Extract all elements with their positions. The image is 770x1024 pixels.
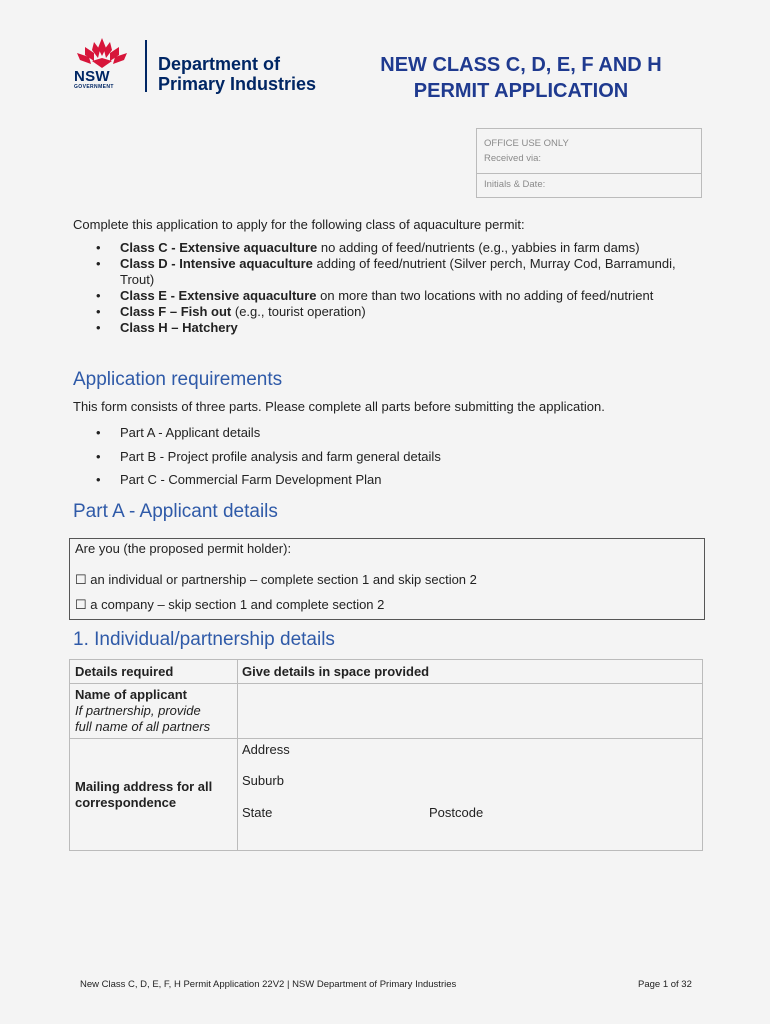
class-desc: (e.g., tourist operation) bbox=[231, 304, 366, 319]
list-item bbox=[73, 320, 713, 336]
class-desc: no adding of feed/nutrients (e.g., yabbies in farm dams) bbox=[317, 240, 640, 255]
part-a-heading: Part A - Applicant details bbox=[73, 501, 278, 522]
class-desc: on more than two locations with no adding of feed/nutrient bbox=[316, 288, 654, 303]
holder-question-text: Are you (the proposed permit holder): bbox=[75, 541, 292, 556]
col-header-give-details: Give details in space provided bbox=[242, 664, 430, 679]
permit-class-list bbox=[73, 240, 713, 336]
mailing-address-input[interactable] bbox=[238, 739, 701, 849]
list-item: • Part C - Commercial Farm Development Plan bbox=[73, 468, 441, 492]
office-use-row bbox=[477, 129, 701, 174]
list-item: • Part B - Project profile analysis and farm general details bbox=[73, 445, 441, 469]
department-line-2: Primary Industries bbox=[158, 74, 317, 94]
individual-details-table bbox=[69, 659, 703, 851]
class-label: Class E - Extensive aquaculture bbox=[120, 288, 317, 303]
department-name bbox=[158, 54, 316, 94]
office-use-box bbox=[476, 128, 702, 198]
page-title bbox=[350, 52, 692, 104]
intro-text: Complete this application to apply for the following class of aquaculture permit: bbox=[73, 217, 525, 232]
nsw-logo bbox=[72, 36, 342, 96]
logo-nsw-text: NSW bbox=[74, 68, 110, 85]
mailing-address-label-line-1: Mailing address for all bbox=[75, 779, 213, 794]
requirements-heading: Application requirements bbox=[73, 369, 283, 390]
col-header-details: Details required bbox=[75, 664, 174, 679]
class-label: Class C - Extensive aquaculture bbox=[120, 240, 318, 255]
initials-date-label: Initials & Date: bbox=[484, 179, 546, 190]
class-desc: adding of feed/nutrient (Silver perch, Murray Cod, Barramundi, Trout) bbox=[120, 256, 676, 287]
title-line-1: NEW CLASS C, D, E, F AND H bbox=[380, 54, 662, 76]
list-item bbox=[73, 240, 713, 256]
section-1-heading: 1. Individual/partnership details bbox=[73, 629, 335, 650]
mailing-address-label-line-2: correspondence bbox=[75, 795, 177, 810]
list-item bbox=[73, 256, 713, 288]
title-line-2: PERMIT APPLICATION bbox=[413, 80, 629, 102]
footer-page-number: Page 1 of 32 bbox=[638, 979, 692, 990]
suburb-label: Suburb bbox=[242, 773, 284, 788]
logo-divider bbox=[145, 40, 147, 92]
waratah-icon bbox=[72, 36, 132, 70]
postcode-label: Postcode bbox=[429, 805, 484, 820]
received-via-label: Received via: bbox=[484, 153, 542, 164]
name-hint-line-2: full name of all partners bbox=[75, 719, 211, 734]
footer-document-info: New Class C, D, E, F, H Permit Application 22V2 | NSW Department of Primary Industries bbox=[80, 979, 457, 990]
class-label: Class D - Intensive aquaculture bbox=[120, 256, 313, 271]
holder-type-question bbox=[69, 538, 705, 620]
name-of-applicant-label: Name of applicant bbox=[75, 687, 187, 702]
logo-government-text: GOVERNMENT bbox=[74, 84, 114, 90]
list-item bbox=[73, 304, 713, 320]
company-checkbox-option[interactable]: ☐ a company – skip section 1 and complete section 2 bbox=[75, 597, 385, 612]
office-use-label: OFFICE USE ONLY bbox=[484, 138, 569, 149]
name-of-applicant-input[interactable] bbox=[238, 684, 701, 738]
address-label: Address bbox=[242, 742, 290, 757]
list-item bbox=[73, 288, 713, 304]
individual-checkbox-option[interactable]: ☐ an individual or partnership – complete section 1 and skip section 2 bbox=[75, 572, 477, 587]
requirements-text: This form consists of three parts. Please complete all parts before submitting the application. bbox=[73, 399, 605, 414]
name-hint-line-1: If partnership, provide bbox=[75, 703, 201, 718]
parts-list bbox=[73, 421, 441, 492]
list-item: • Part A - Applicant details bbox=[73, 421, 441, 445]
class-label: Class F – Fish out bbox=[120, 304, 232, 319]
department-line-1: Department of bbox=[158, 54, 281, 74]
class-label: Class H – Hatchery bbox=[120, 320, 238, 335]
state-label: State bbox=[242, 805, 273, 820]
